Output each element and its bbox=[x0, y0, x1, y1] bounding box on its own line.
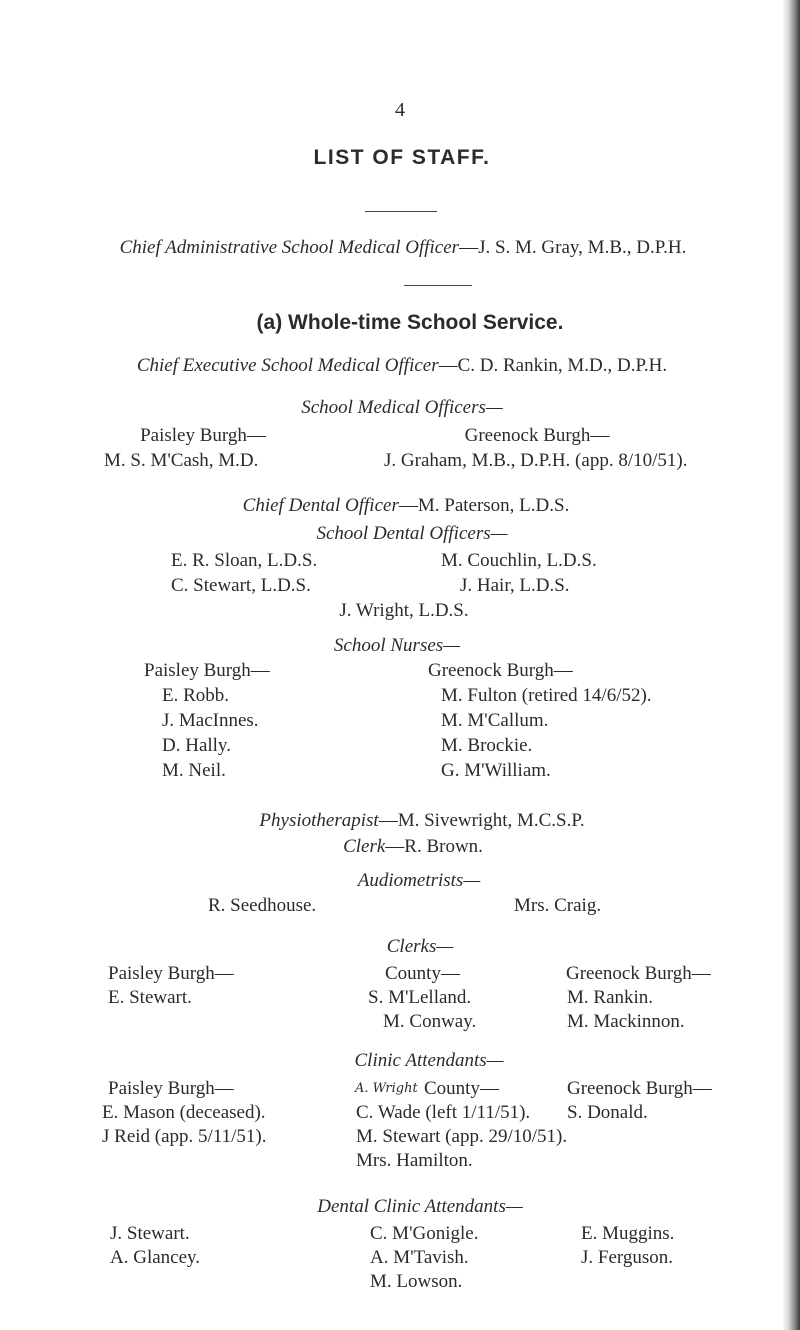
divider bbox=[365, 211, 437, 212]
dental-clinic-attendant: E. Muggins. bbox=[581, 1223, 675, 1244]
clerk-name: M. Mackinnon. bbox=[567, 1011, 685, 1032]
clinic-attendant: J Reid (app. 5/11/51). bbox=[102, 1126, 267, 1147]
dental-clinic-attendant: A. Glancey. bbox=[110, 1247, 201, 1268]
nurse: D. Hally. bbox=[162, 735, 231, 756]
audiometrist: R. Seedhouse. bbox=[208, 895, 317, 916]
greenock-medical-officer: J. Graham, M.B., D.P.H. (app. 8/10/51). bbox=[384, 450, 688, 471]
nurse: M. Neil. bbox=[162, 760, 226, 781]
greenock-label: Greenock Burgh— bbox=[567, 1078, 712, 1099]
book-spine-shadow bbox=[782, 0, 800, 1330]
dental-clinic-attendants-heading: Dental Clinic Attendants— bbox=[317, 1196, 523, 1217]
paisley-label: Paisley Burgh— bbox=[140, 425, 266, 446]
clinic-attendant: E. Mason (deceased). bbox=[102, 1102, 266, 1123]
clinic-attendant: M. Stewart (app. 29/10/51). bbox=[356, 1126, 568, 1147]
role-label: Chief Dental Officer bbox=[242, 495, 399, 516]
clinic-attendant: S. Donald. bbox=[567, 1102, 648, 1123]
nurse: M. M'Callum. bbox=[441, 710, 549, 731]
clerk-name: M. Rankin. bbox=[567, 987, 654, 1008]
dental-clinic-attendant: J. Stewart. bbox=[110, 1223, 190, 1244]
paisley-medical-officer: M. S. M'Cash, M.D. bbox=[104, 450, 259, 471]
chief-admin-officer bbox=[120, 236, 687, 260]
dental-officer: M. Couchlin, L.D.S. bbox=[441, 550, 597, 571]
dental-clinic-attendant: A. M'Tavish. bbox=[370, 1247, 469, 1268]
divider bbox=[404, 285, 472, 286]
paisley-label: Paisley Burgh— bbox=[144, 660, 270, 681]
clerks-heading: Clerks— bbox=[386, 936, 454, 957]
clinic-attendant: Mrs. Hamilton. bbox=[356, 1150, 473, 1171]
chief-dental-officer bbox=[243, 494, 570, 518]
dental-clinic-attendant: J. Ferguson. bbox=[581, 1247, 674, 1268]
dental-officer: J. Hair, L.D.S. bbox=[460, 575, 570, 596]
county-label: County— bbox=[385, 963, 460, 984]
clerk-name: S. M'Lelland. bbox=[368, 987, 472, 1008]
paisley-label: Paisley Burgh— bbox=[108, 1078, 234, 1099]
page-number: 4 bbox=[395, 99, 405, 121]
audiometrist: Mrs. Craig. bbox=[514, 895, 602, 916]
greenock-label: Greenock Burgh— bbox=[464, 425, 610, 446]
section-heading: (a) Whole-time School Service. bbox=[256, 311, 564, 334]
clinic-attendants-heading: Clinic Attendants— bbox=[354, 1050, 504, 1071]
greenock-label: Greenock Burgh— bbox=[428, 660, 573, 681]
audiometrists-heading: Audiometrists— bbox=[357, 870, 481, 891]
dental-officer: J. Wright, L.D.S. bbox=[339, 600, 469, 621]
clerk-name: E. Stewart. bbox=[108, 987, 192, 1008]
dental-officer: C. Stewart, L.D.S. bbox=[171, 575, 311, 596]
nurse: E. Robb. bbox=[162, 685, 230, 706]
greenock-label: Greenock Burgh— bbox=[566, 963, 711, 984]
person-name: —M. Paterson, L.D.S. bbox=[398, 495, 570, 516]
person-name: —R. Brown. bbox=[385, 836, 483, 857]
nurse: G. M'William. bbox=[441, 760, 551, 781]
chief-exec-officer bbox=[137, 354, 667, 378]
handwritten-annotation: A. Wright bbox=[355, 1081, 418, 1096]
paisley-label: Paisley Burgh— bbox=[108, 963, 234, 984]
role-label: Chief Executive School Medical Officer bbox=[136, 355, 439, 376]
physiotherapist bbox=[259, 809, 584, 833]
page-title: LIST OF STAFF. bbox=[313, 146, 491, 169]
nurses-heading: School Nurses— bbox=[333, 635, 461, 656]
medical-officers-heading: School Medical Officers— bbox=[301, 397, 503, 418]
nurse: M. Brockie. bbox=[441, 735, 533, 756]
nurse: J. MacInnes. bbox=[162, 710, 259, 731]
county-label: County— bbox=[424, 1078, 499, 1099]
nurse: M. Fulton (retired 14/6/52). bbox=[441, 685, 652, 706]
dental-officer: E. R. Sloan, L.D.S. bbox=[171, 550, 318, 571]
dental-officers-heading: School Dental Officers— bbox=[316, 523, 508, 544]
role-label: Clerk bbox=[343, 836, 386, 857]
clerk bbox=[343, 835, 483, 859]
person-name: —M. Sivewright, M.C.S.P. bbox=[378, 810, 585, 831]
role-label: Physiotherapist bbox=[259, 810, 379, 831]
dental-clinic-attendant: C. M'Gonigle. bbox=[370, 1223, 479, 1244]
person-name: —C. D. Rankin, M.D., D.P.H. bbox=[438, 355, 668, 376]
person-name: —J. S. M. Gray, M.B., D.P.H. bbox=[459, 237, 687, 258]
role-label: Chief Administrative School Medical Officer bbox=[119, 237, 460, 258]
clinic-attendant: C. Wade (left 1/11/51). bbox=[356, 1102, 531, 1123]
clerk-name: M. Conway. bbox=[383, 1011, 477, 1032]
dental-clinic-attendant: M. Lowson. bbox=[370, 1271, 463, 1292]
